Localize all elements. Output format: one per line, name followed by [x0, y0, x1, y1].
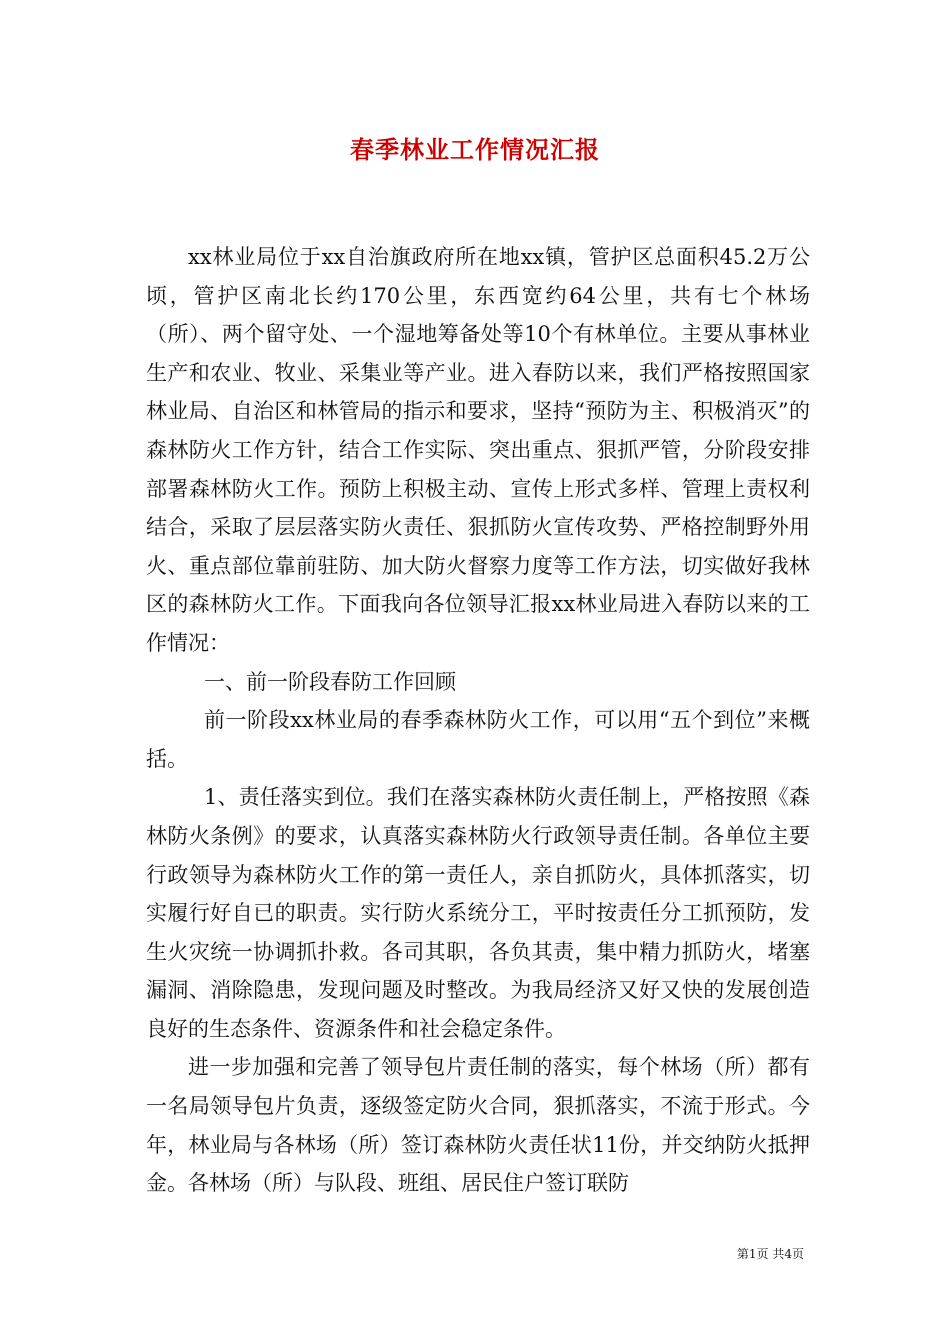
document-body: [146, 238, 810, 1203]
paragraph-summary: 前一阶段xx林业局的春季森林防火工作，可以用“五个到位”来概括。: [146, 708, 810, 771]
paragraph-responsibility: 1、责任落实到位。我们在落实森林防火责任制上，严格按照《森林防火条例》的要求，认真落实森林防火行政领导责任制。各单位主要行政领导为森林防火工作的第一责任人，亲自抓防火，具体抓落实，切实履行好自已的职责。实行防火系统分工，平时按责任分工抓预防，发生火灾统一协调抓扑救。各司其职，各负其责，集中精力抓防火，堵塞漏洞、消除隐患，发现问题及时整改。为我局经济又好又快的发展创造良好的生态条件、资源条件和社会稳定条件。: [146, 785, 810, 1041]
paragraph-leadership: 进一步加强和完善了领导包片责任制的落实，每个林场（所）都有一名局领导包片负责，逐级签定防火合同，狠抓落实，不流于形式。今年，林业局与各林场（所）签订森林防火责任状11份，并交纳防火抵押金。各林场（所）与队段、班组、居民住户签订联防: [146, 1055, 810, 1196]
paragraph-intro: xx林业局位于xx自治旗政府所在地xx镇，管护区总面积45.2万公顷，管护区南北长约170公里，东西宽约64公里，共有七个林场（所）、两个留守处、一个湿地筹备处等10个有林单位。主要从事林业生产和农业、牧业、采集业等产业。进入春防以来，我们严格按照国家林业局、自治区和林管局的指示和要求，坚持“预防为主、积极消灭”的森林防火工作方针，结合工作实际、突出重点、狠抓严管，分阶段安排部署森林防火工作。预防上积极主动、宣传上形式多样、管理上责权利结合，采取了层层落实防火责任、狠抓防火宣传攻势、严格控制野外用火、重点部位靠前驻防、加大防火督察力度等工作方法，切实做好我林区的森林防火工作。下面我向各位领导汇报xx林业局进入春防以来的工作情况：: [146, 245, 810, 655]
page-number-footer: 第1页 共4页: [736, 1247, 804, 1261]
document-title: 春季林业工作情况汇报: [350, 135, 600, 164]
section-heading: 一、前一阶段春防工作回顾: [204, 669, 456, 694]
